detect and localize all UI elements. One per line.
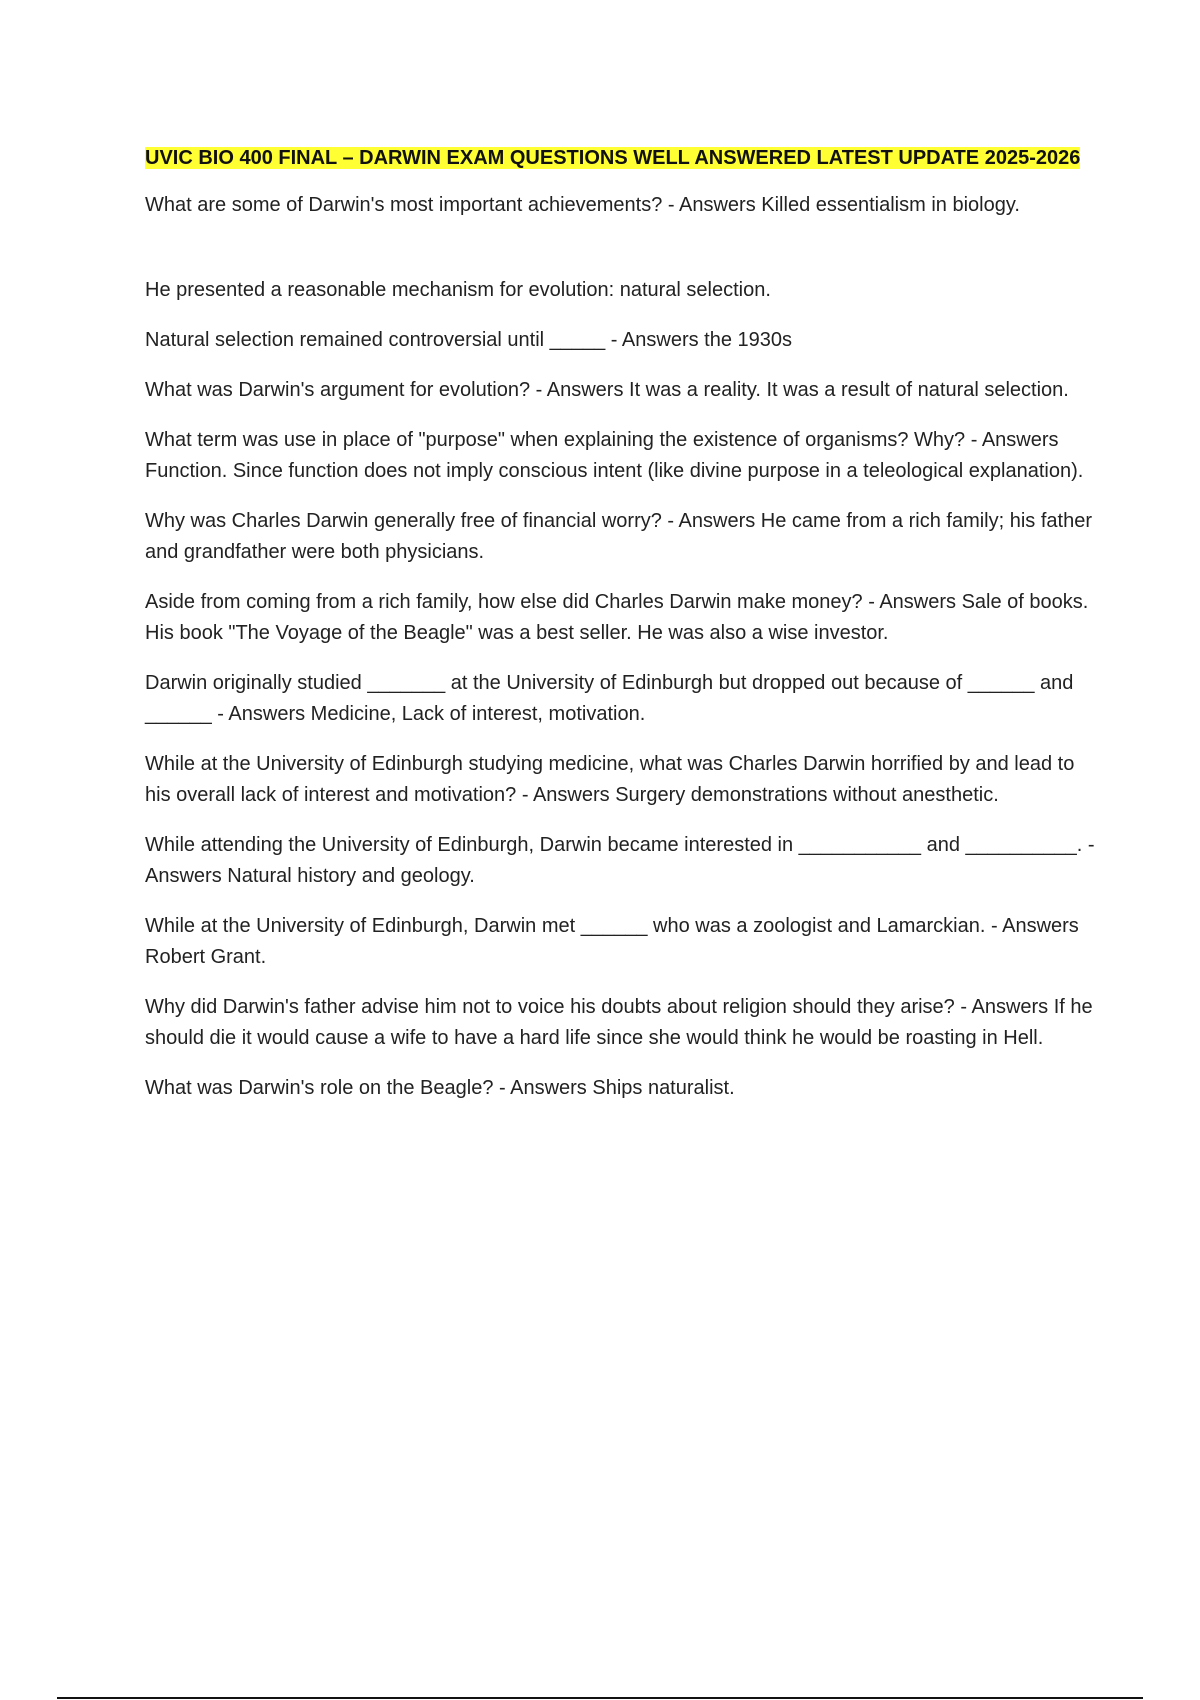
paragraph: Aside from coming from a rich family, how else did Charles Darwin make money? - Answers Sale of books. His book "The Voyage of the Beagle" was a best seller. He was also a wise investor. [145, 591, 1089, 644]
paragraph: Darwin originally studied _______ at the University of Edinburgh but dropped out because of ______ and ______ - Answers Medicine, Lack of interest, motivation. [145, 672, 1074, 725]
document-title-text: UVIC BIO 400 FINAL – DARWIN EXAM QUESTIONS WELL ANSWERED LATEST UPDATE 2025-2026 [145, 147, 1081, 169]
footer-divider [57, 1697, 1143, 1699]
paragraph: What was Darwin's role on the Beagle? - Answers Ships naturalist. [145, 1077, 735, 1099]
paragraph: Natural selection remained controversial until _____ - Answers the 1930s [145, 329, 793, 351]
paragraph: While at the University of Edinburgh, Darwin met ______ who was a zoologist and Lamarckian. - Answers Robert Grant. [145, 915, 1079, 968]
paragraph: Why did Darwin's father advise him not to voice his doubts about religion should they arise? - Answers If he should die it would cause a wife to have a hard life since she would think he would be roasting in Hell. [145, 996, 1093, 1049]
paragraph: What term was use in place of "purpose" when explaining the existence of organisms? Why? - Answers Function. Since function does not imply conscious intent (like divine purpose in a teleological explanation). [145, 429, 1084, 482]
paragraph: While at the University of Edinburgh studying medicine, what was Charles Darwin horrified by and lead to his overall lack of interest and motivation? - Answers Surgery demonstrations without anesthetic. [145, 753, 1075, 806]
paragraph: He presented a reasonable mechanism for evolution: natural selection. [145, 279, 771, 301]
paragraph: What was Darwin's argument for evolution? - Answers It was a reality. It was a result of natural selection. [145, 379, 1069, 401]
document-body [145, 142, 1095, 1123]
paragraph: What are some of Darwin's most important achievements? - Answers Killed essentialism in biology. [145, 194, 1020, 216]
paragraph: Why was Charles Darwin generally free of financial worry? - Answers He came from a rich family; his father and grandfather were both physicians. [145, 510, 1092, 563]
paragraph: While attending the University of Edinburgh, Darwin became interested in ___________ and __________. - Answers Natural history and geology. [145, 834, 1095, 887]
document-title [145, 142, 1095, 174]
